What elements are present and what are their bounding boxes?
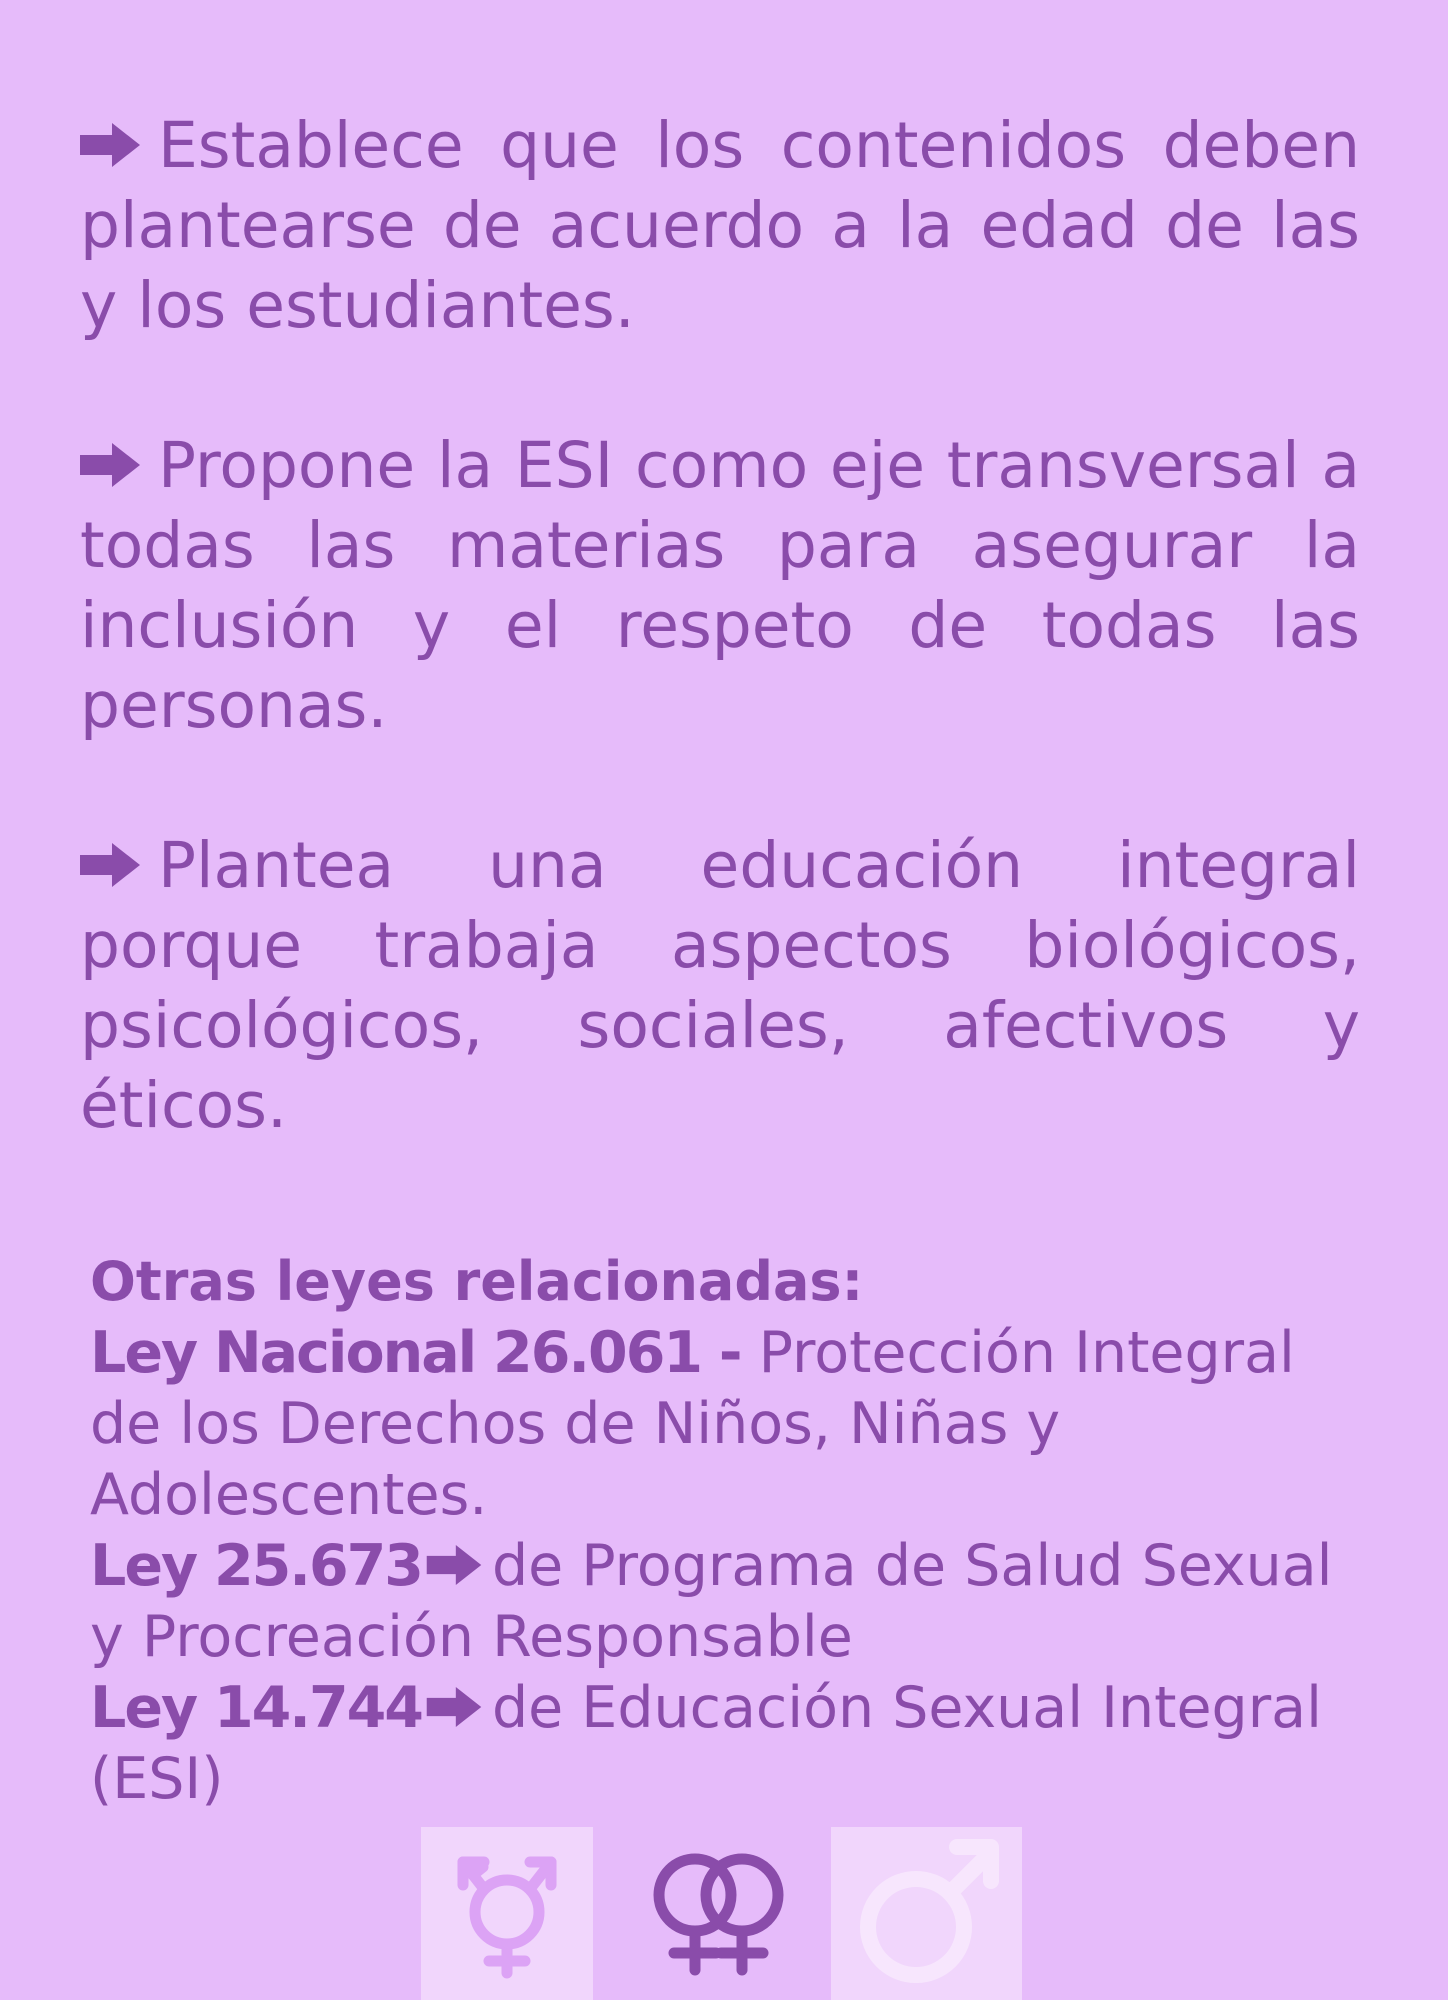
law-description: Protección Integral de los Derechos de Niños, Niñas y Adolescentes. <box>90 1320 1295 1528</box>
arrow-right-icon <box>426 1687 482 1727</box>
bullet-item <box>80 426 1360 746</box>
double-venus-symbol-icon <box>640 1827 800 2000</box>
law-description: de Educación Sexual Integral (ESI) <box>90 1675 1322 1812</box>
law-description: de Programa de Salud Sexual y Procreación Responsable <box>90 1533 1333 1670</box>
mars-symbol-box <box>831 1827 1022 2000</box>
law-item <box>90 1673 1370 1815</box>
arrow-right-icon <box>426 1545 482 1585</box>
law-item <box>90 1318 1370 1531</box>
bullet-item <box>80 826 1360 1146</box>
related-laws <box>90 1246 1370 1815</box>
transgender-symbol-box <box>421 1827 593 2000</box>
related-laws-heading: Otras leyes relacionadas: <box>90 1250 864 1313</box>
arrow-right-icon <box>80 123 140 167</box>
bullet-item <box>80 106 1360 346</box>
law-name: Ley 25.673 <box>90 1533 422 1599</box>
mars-symbol-icon <box>831 1827 1022 2000</box>
bullet-list <box>80 106 1360 1146</box>
law-name: Ley Nacional 26.061 - <box>90 1320 741 1386</box>
transgender-symbol-icon <box>421 1827 593 2000</box>
arrow-right-icon <box>80 843 140 887</box>
bullet-text: Establece que los contenidos deben plantearse de acuerdo a la edad de las y los estudiantes. <box>80 109 1360 342</box>
law-item <box>90 1531 1370 1673</box>
gender-symbols-strip <box>0 1827 1448 2000</box>
double-venus-symbol-box <box>640 1827 800 2000</box>
bullet-text: Propone la ESI como eje transversal a todas las materias para asegurar la inclusión y el respeto de todas las personas. <box>80 429 1360 742</box>
bullet-text: Plantea una educación integral porque trabaja aspectos biológicos, psicológicos, sociales, afectivos y éticos. <box>80 829 1360 1142</box>
law-name: Ley 14.744 <box>90 1675 422 1741</box>
arrow-right-icon <box>80 443 140 487</box>
